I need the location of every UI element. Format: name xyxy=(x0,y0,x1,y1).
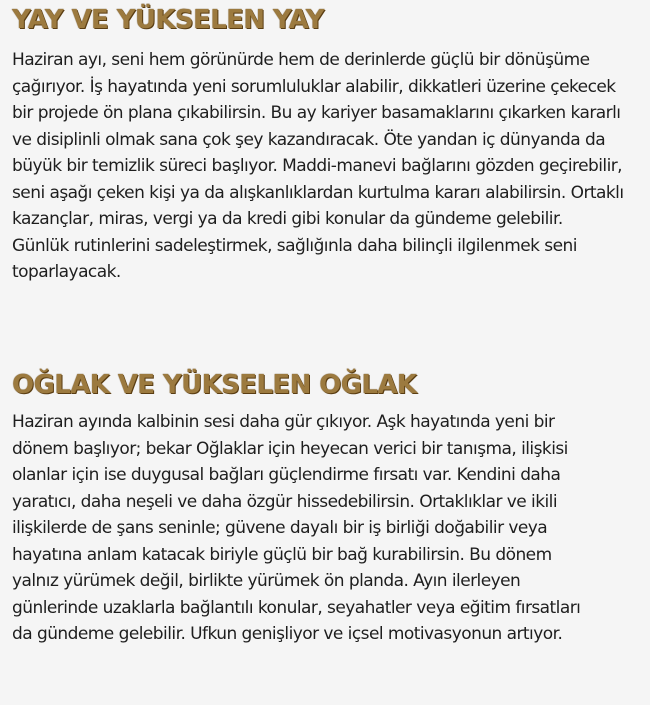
horoscope-section-sagittarius xyxy=(12,4,640,286)
section-heading: YAY VE YÜKSELEN YAY xyxy=(12,5,324,35)
section-paragraph: Haziran ayında kalbinin sesi daha gür çıkıyor. Aşk hayatında yeni bir dönem başlıyor; bekar Oğlaklar için heyecan verici bir tanışma, ilişkisi olanlar için ise duygusal bağları güçlendirme fırsatı var. Kendini daha yaratıcı, daha neşeli ve daha özgür hissedebilirsin. Ortaklıklar ve ikili ilişkilerde de şans seninle; güvene dayalı bir iş birliği doğabilir veya hayatına anlam katacak biriyle güçlü bir bağ kurabilirsin. Bu dönem yalnız yürümek değil, birlikte yürümek ön planda. Ayın ilerleyen günlerinde uzaklarla bağlantılı konular, seyahatler veya eğitim fırsatları da gündeme gelebilir. Ufkun genişliyor ve içsel motivasyonun artıyor. xyxy=(12,412,581,644)
section-heading: OĞLAK VE YÜKSELEN OĞLAK xyxy=(12,370,417,400)
section-paragraph: Haziran ayı, seni hem görünürde hem de derinlerde güçlü bir dönüşüme çağırıyor. İş hayatında yeni sorumluluklar alabilir, dikkatleri üzerine çekecek bir projede ön plana çıkabilirsin. Bu ay kariyer basamaklarını çıkarken kararlı ve disiplinli olmak sana çok şey kazandıracak. Öte yandan iç dünyanda da büyük bir temizlik süreci başlıyor. Maddi-manevi bağlarını gözden geçirebilir, seni aşağı çeken kişi ya da alışkanlıklardan kurtulma kararı alabilirsin. Ortaklı kazançlar, miras, vergi ya da kredi gibi konular da gündeme gelebilir. Günlük rutinlerini sadeleştirmek, sağlığınla daha bilinçli ilgilenmek seni toparlayacak. xyxy=(12,50,624,282)
horoscope-section-capricorn xyxy=(12,369,640,648)
